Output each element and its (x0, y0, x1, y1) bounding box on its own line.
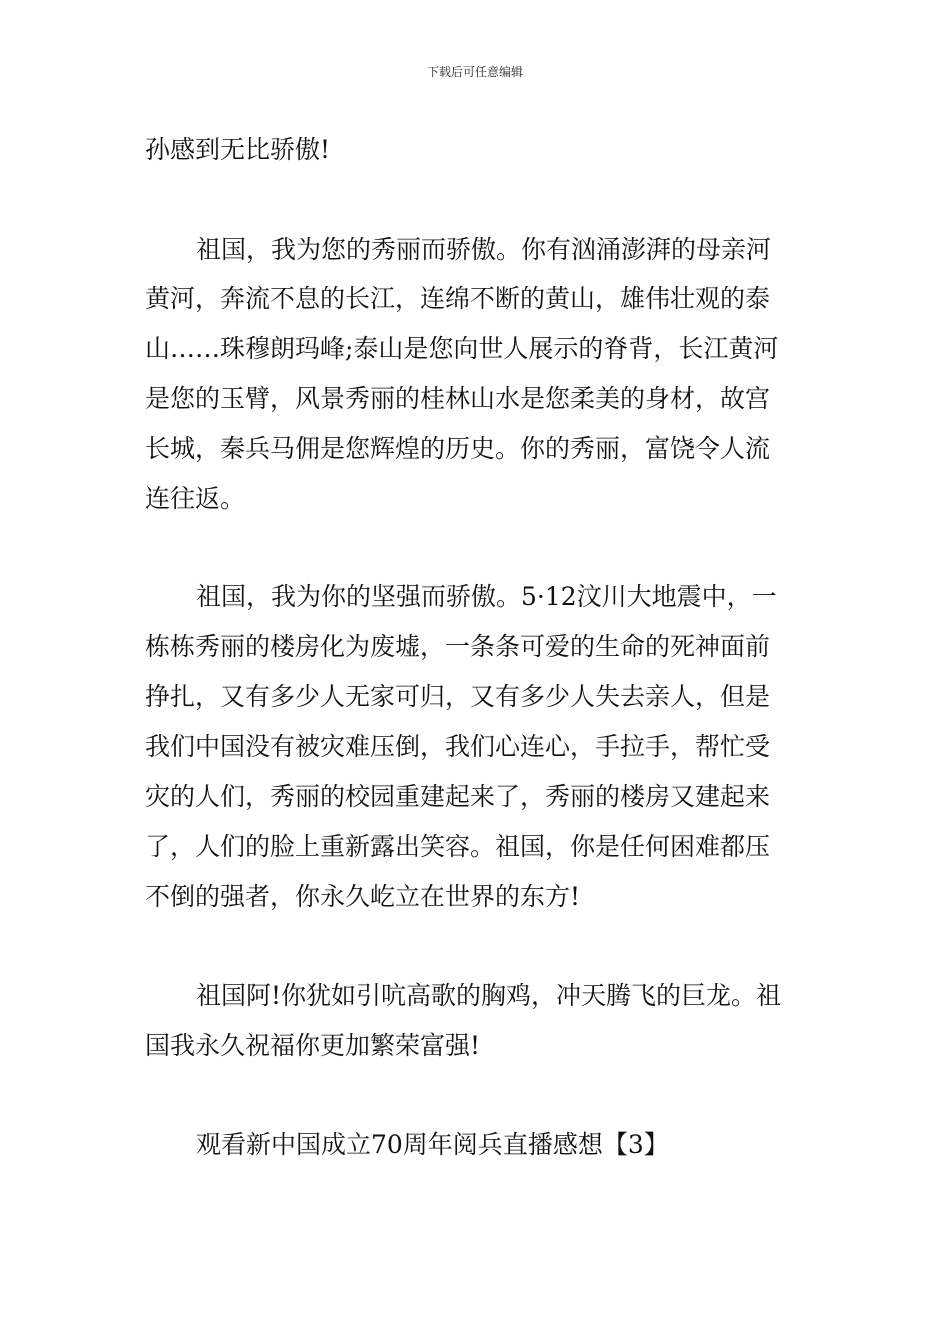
paragraph-line: 挣扎，又有多少人无家可归，又有多少人失去亲人，但是 (145, 682, 771, 711)
paragraph-line: 祖国，我为你的坚强而骄傲。5·12汶川大地震中，一 (196, 582, 777, 611)
paragraph-line: 祖国阿!你犹如引吭高歌的胸鸡，冲天腾飞的巨龙。祖 (196, 981, 782, 1010)
paragraph-line: 是您的玉臂，风景秀丽的桂林山水是您柔美的身材，故宫 (145, 384, 771, 413)
paragraph-line: 孙感到无比骄傲! (145, 135, 331, 164)
paragraph-line: 连往返。 (145, 484, 246, 513)
paragraph-line: 山……珠穆朗玛峰;泰山是您向世人展示的脊背，长江黄河 (145, 334, 779, 363)
paragraph-line: 长城，秦兵马佣是您辉煌的历史。你的秀丽，富饶令人流 (145, 434, 771, 463)
paragraph-line: 祖国，我为您的秀丽而骄傲。你有汹涌澎湃的母亲河 (196, 235, 772, 264)
section-heading: 观看新中国成立70周年阅兵直播感想【3】 (196, 1130, 669, 1159)
paragraph-line: 国我永久祝福你更加繁荣富强! (145, 1031, 481, 1060)
paragraph-line: 我们中国没有被灾难压倒，我们心连心，手拉手，帮忙受 (145, 732, 771, 761)
page-header: 下载后可任意编辑 (426, 65, 523, 79)
paragraph-line: 不倒的强者，你永久屹立在世界的东方! (145, 882, 581, 911)
paragraph-line: 栋栋秀丽的楼房化为废墟，一条条可爱的生命的死神面前 (145, 632, 771, 661)
paragraph-line: 灾的人们，秀丽的校园重建起来了，秀丽的楼房又建起来 (145, 782, 771, 811)
paragraph-line: 了，人们的脸上重新露出笑容。祖国，你是任何困难都压 (145, 832, 771, 861)
paragraph-line: 黄河，奔流不息的长江，连绵不断的黄山，雄伟壮观的泰 (145, 284, 771, 313)
